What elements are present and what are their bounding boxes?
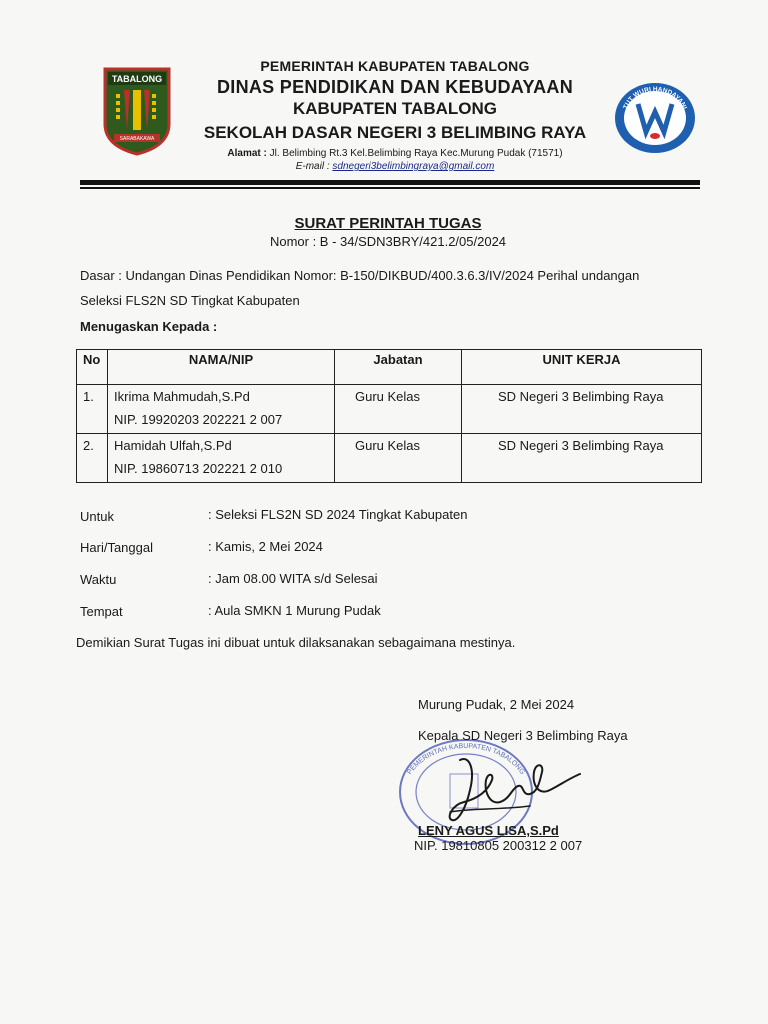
logo-right-motto: TUT WURI HANDAYANI (622, 85, 688, 111)
dasar-paragraph (80, 263, 702, 313)
table-row (77, 434, 702, 483)
table-row (77, 385, 702, 434)
document-number: Nomor : B - 34/SDN3BRY/421.2/05/2024 (269, 234, 507, 249)
dasar-line-2: Seleksi FLS2N SD Tingkat Kabupaten (80, 293, 300, 308)
document-title: SURAT PERINTAH TUGAS (294, 215, 482, 232)
signature-place-date: Murung Pudak, 2 Mei 2024 (418, 697, 575, 712)
waktu-label: Waktu (80, 572, 117, 587)
header-jabatan: Jabatan (335, 350, 462, 385)
row-no: 1. (77, 385, 108, 434)
header-no: No (77, 350, 108, 385)
letterhead-address (190, 148, 600, 159)
tabalong-logo-icon (102, 66, 172, 156)
header-unit-kerja: UNIT KERJA (462, 350, 702, 385)
row-nama-nip (108, 434, 335, 483)
signer-nip: NIP. 19810805 200312 2 007 (414, 838, 583, 853)
tempat-value: : Aula SMKN 1 Murung Pudak (208, 603, 381, 618)
row-no: 2. (77, 434, 108, 483)
address-label: Alamat : (227, 148, 267, 159)
table-header-row (77, 350, 702, 385)
personnel-table (76, 349, 702, 483)
row-jabatan: Guru Kelas (335, 434, 462, 483)
email-link[interactable]: sdnegeri3belimbingraya@gmail.com (332, 161, 495, 172)
dasar-line-1: Dasar : Undangan Dinas Pendidikan Nomor: B-150/DIKBUD/400.3.6.3/IV/2024 Perihal undangan (80, 268, 640, 283)
row-nama: Hamidah Ulfah,S.Pd (114, 438, 232, 453)
row-nip: NIP. 19860713 202221 2 010 (114, 461, 283, 476)
letterhead (190, 58, 600, 172)
letterhead-rule-thin (80, 187, 700, 189)
letterhead-line-2: DINAS PENDIDIKAN DAN KEBUDAYAAN (216, 77, 573, 97)
waktu-value: : Jam 08.00 WITA s/d Selesai (208, 571, 378, 586)
stamp-text: PEMERINTAH KABUPATEN TABALONG (406, 742, 526, 776)
row-unit-kerja: SD Negeri 3 Belimbing Raya (462, 385, 702, 434)
letterhead-line-3: KABUPATEN TABALONG (293, 99, 497, 118)
tut-wuri-handayani-logo-icon (612, 80, 698, 156)
letterhead-line-1: PEMERINTAH KABUPATEN TABALONG (260, 58, 530, 74)
address-value: Jl. Belimbing Rt.3 Kel.Belimbing Raya Kec.Murung Pudak (71571) (269, 148, 563, 159)
hari-tanggal-value: : Kamis, 2 Mei 2024 (208, 539, 323, 554)
letterhead-school-name: SEKOLAH DASAR NEGERI 3 BELIMBING RAYA (203, 123, 587, 142)
letterhead-rule-thick (80, 180, 700, 185)
logo-left-motto: SARABAKAWA (119, 136, 155, 142)
email-label: E-mail : (295, 161, 330, 172)
row-unit-kerja: SD Negeri 3 Belimbing Raya (462, 434, 702, 483)
logo-left-label: TABALONG (111, 74, 163, 84)
handwritten-signature-icon (430, 750, 590, 835)
untuk-label: Untuk (80, 509, 114, 524)
tempat-label: Tempat (80, 604, 123, 619)
menugaskan-heading: Menugaskan Kepada : (80, 319, 218, 334)
signature-title: Kepala SD Negeri 3 Belimbing Raya (418, 728, 628, 743)
untuk-value: : Seleksi FLS2N SD 2024 Tingkat Kabupaten (208, 507, 468, 522)
row-nama: Ikrima Mahmudah,S.Pd (114, 389, 250, 404)
signer-name: LENY AGUS LISA,S.Pd (418, 823, 559, 838)
closing-sentence: Demikian Surat Tugas ini dibuat untuk dilaksanakan sebagaimana mestinya. (76, 635, 516, 650)
row-nip: NIP. 19920203 202221 2 007 (114, 412, 283, 427)
hari-tanggal-label: Hari/Tanggal (80, 540, 153, 555)
letterhead-email (190, 161, 600, 172)
header-nama-nip: NAMA/NIP (108, 350, 335, 385)
row-jabatan: Guru Kelas (335, 385, 462, 434)
row-nama-nip (108, 385, 335, 434)
